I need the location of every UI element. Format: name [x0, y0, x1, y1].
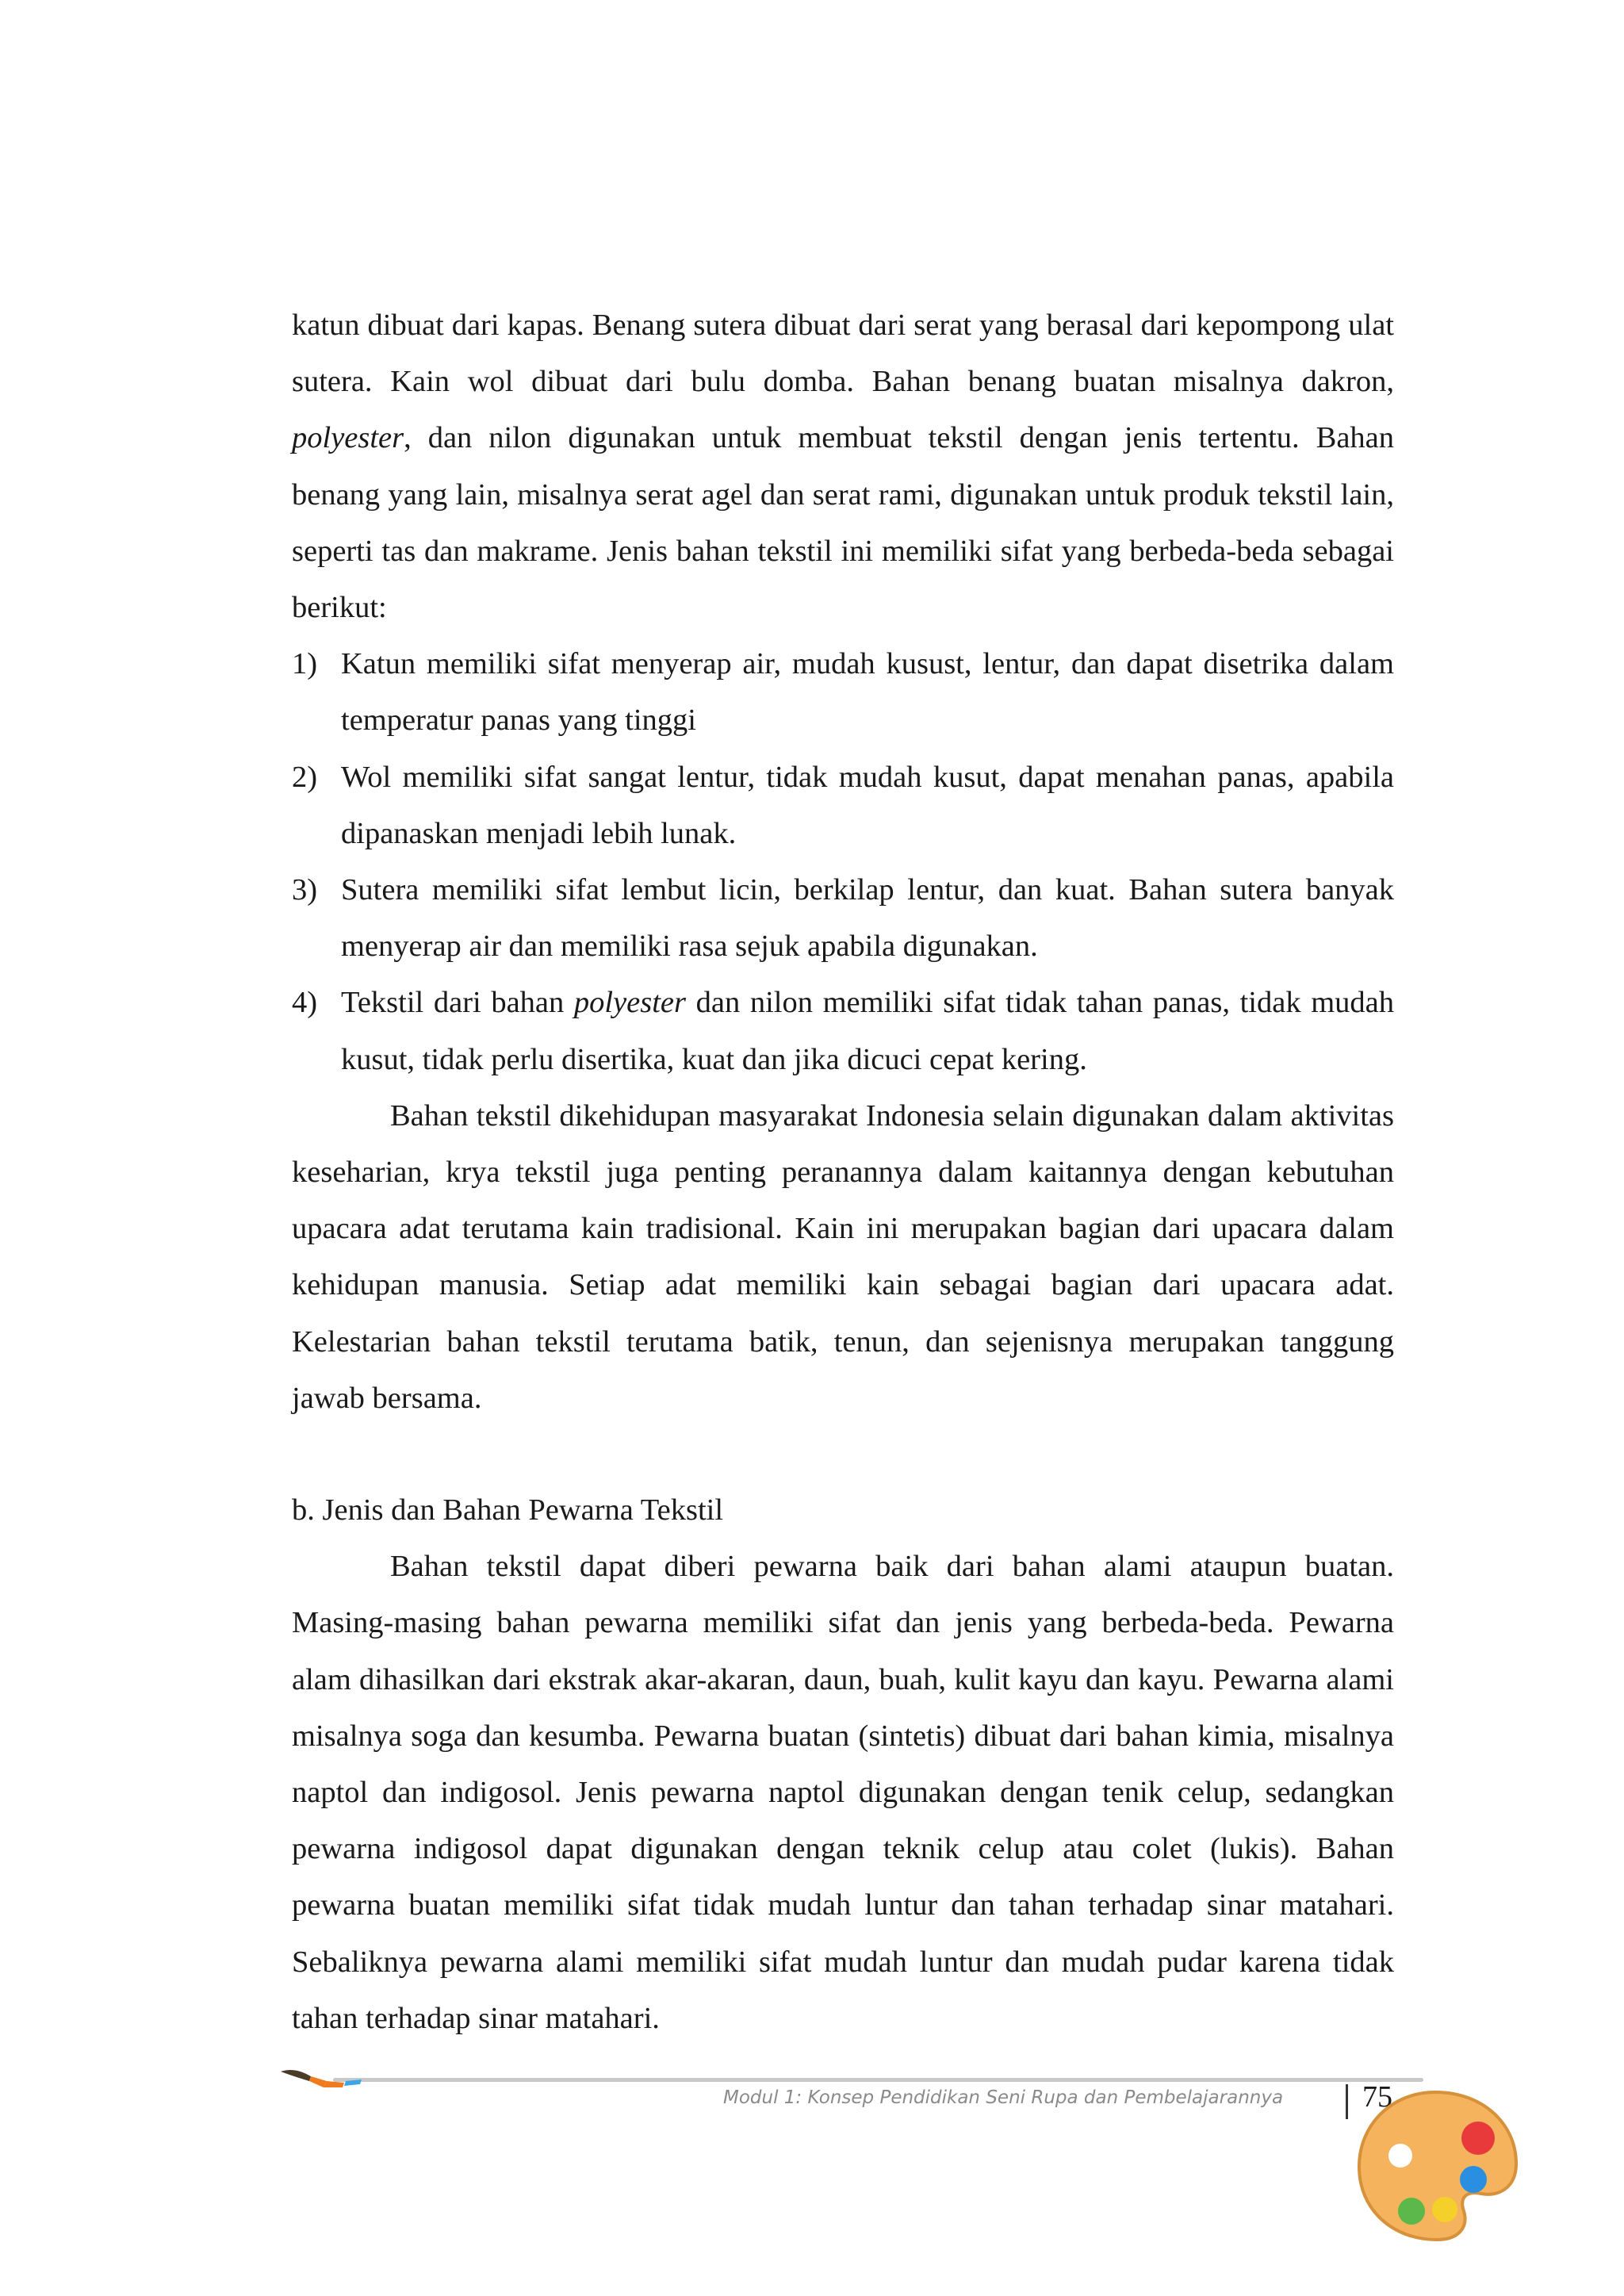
- list-item-text: Katun memiliki sifat menyerap air, mudah kusust, lentur, dan dapat disetrika dalam temperatur panas yang tinggi: [341, 647, 1394, 738]
- list-number: 2): [292, 760, 318, 794]
- list-item-text: dan nilon memiliki sifat tidak tahan panas, tidak mudah kusut, tidak perlu disertika, kuat dan jika dicuci cepat kering.: [341, 986, 1394, 1076]
- paragraph-text: , dan nilon digunakan untuk membuat tekstil dengan jenis tertentu. Bahan benang yang lain, misalnya serat agel dan serat rami, digunakan untuk produk tekstil lain, seperti tas dan makrame. Jenis bahan tekstil ini memiliki sifat yang berbeda-beda sebagai berikut:: [292, 421, 1394, 625]
- body-text: [292, 297, 1394, 2047]
- numbered-list: [292, 636, 1394, 1088]
- list-number: 4): [292, 986, 318, 1020]
- paragraph-textile-materials: [292, 297, 1394, 636]
- paragraph-text: katun dibuat dari kapas. Benang sutera dibuat dari serat yang berasal dari kepompong ulat sutera. Kain wol dibuat dari bulu domba. Bahan benang buatan misalnya dakron,: [292, 309, 1394, 399]
- list-item: [292, 862, 1394, 975]
- list-number: 3): [292, 873, 318, 907]
- list-item: [292, 975, 1394, 1087]
- footer-divider: [333, 2078, 1423, 2082]
- list-item: [292, 749, 1394, 862]
- list-item-text: Wol memiliki sifat sangat lentur, tidak mudah kusut, dapat menahan panas, apabila dipanaskan menjadi lebih lunak.: [341, 760, 1394, 850]
- list-item: [292, 636, 1394, 749]
- paintbrush-icon: [279, 2060, 366, 2092]
- list-number: 1): [292, 647, 318, 681]
- list-item-text: Sutera memiliki sifat lembut licin, berkilap lentur, dan kuat. Bahan sutera banyak menyerap air dan memiliki rasa sejuk apabila digunakan.: [341, 873, 1394, 964]
- italic-term: polyester: [292, 421, 404, 455]
- section-heading: b. Jenis dan Bahan Pewarna Tekstil: [292, 1493, 724, 1527]
- page-number: 75: [1362, 2080, 1392, 2114]
- paint-palette-icon: [1348, 2078, 1522, 2252]
- italic-term: polyester: [573, 986, 686, 1020]
- paragraph-textile-dyes: Bahan tekstil dapat diberi pewarna baik dari bahan alami ataupun buatan. Masing-masing bahan pewarna memiliki sifat dan jenis yang berbeda-beda. Pewarna alam dihasilkan dari ekstrak akar-akaran, daun, buah, kulit kayu dan kayu. Pewarna alami misalnya soga dan kesumba. Pewarna buatan (sintetis) dibuat dari bahan kimia, misalnya naptol dan indigosol. Jenis pewarna naptol digunakan dengan tenik celup, sedangkan pewarna indigosol dapat digunakan dengan teknik celup atau colet (lukis). Bahan pewarna buatan memiliki sifat tidak mudah luntur dan tahan terhadap sinar matahari. Sebaliknya pewarna alami memiliki sifat mudah luntur dan mudah pudar karena tidak tahan terhadap sinar matahari.: [292, 1550, 1394, 2035]
- footer-module-title: Modul 1: Konsep Pendidikan Seni Rupa dan Pembelajarannya: [723, 2087, 1284, 2108]
- paragraph-traditional-textiles: Bahan tekstil dikehidupan masyarakat Indonesia selain digunakan dalam aktivitas keseharian, krya tekstil juga penting peranannya dalam kaitannya dengan kebutuhan upacara adat terutama kain tradisional. Kain ini merupakan bagian dari upacara dalam kehidupan manusia. Setiap adat memiliki kain sebagai bagian dari upacara adat. Kelestarian bahan tekstil terutama batik, tenun, dan sejenisnya merupakan tanggung jawab bersama.: [292, 1098, 1394, 1415]
- list-item-text: Tekstil dari bahan: [341, 986, 574, 1020]
